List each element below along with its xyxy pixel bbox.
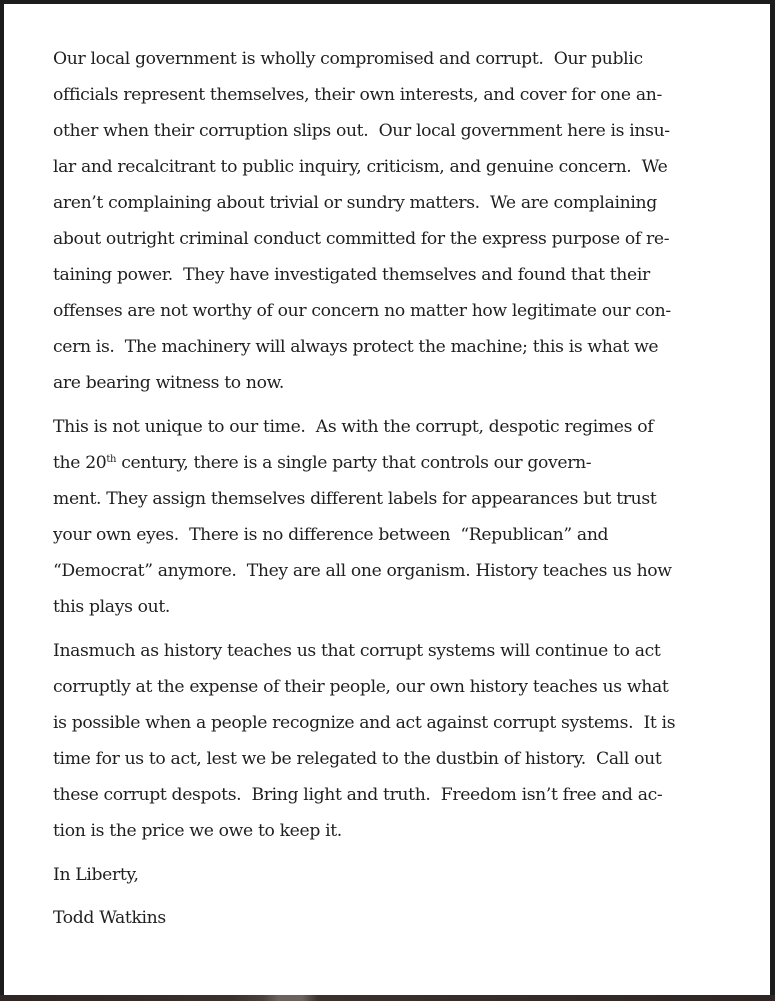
text-line: cern is. The machinery will always protect the machine; this is what we bbox=[53, 337, 659, 357]
text-line bbox=[53, 452, 591, 474]
text-line: aren’t complaining about trivial or sundry matters. We are complaining bbox=[53, 193, 657, 213]
text-line: this plays out. bbox=[53, 597, 171, 617]
text-line: your own eyes. There is no difference between “Republican” and bbox=[53, 525, 609, 545]
text-line: “Democrat” anymore. They are all one organism. History teaches us how bbox=[53, 561, 672, 581]
text-line: are bearing witness to now. bbox=[53, 373, 285, 393]
text-line: Inasmuch as history teaches us that corrupt systems will continue to act bbox=[53, 641, 661, 661]
text-line: taining power. They have investigated themselves and found that their bbox=[53, 265, 650, 285]
closing-salutation: In Liberty, bbox=[53, 865, 139, 885]
text-line: lar and recalcitrant to public inquiry, criticism, and genuine concern. We bbox=[53, 157, 668, 177]
text-line: about outright criminal conduct committed for the express purpose of re- bbox=[53, 229, 670, 249]
letter-page bbox=[4, 4, 770, 995]
signature: Todd Watkins bbox=[53, 908, 166, 928]
text-line: ment. They assign themselves different labels for appearances but trust bbox=[53, 489, 657, 509]
text-line: tion is the price we owe to keep it. bbox=[53, 821, 342, 841]
text-line: other when their corruption slips out. Our local government here is insu- bbox=[53, 121, 670, 141]
text-line: officials represent themselves, their own interests, and cover for one an- bbox=[53, 85, 662, 105]
text-segment: the 20 bbox=[53, 453, 107, 473]
text-line: is possible when a people recognize and act against corrupt systems. It is bbox=[53, 713, 676, 733]
ordinal-superscript: th bbox=[106, 454, 117, 465]
text-segment: century, there is a single party that controls our govern- bbox=[116, 453, 592, 473]
window-bottom-edge bbox=[0, 995, 775, 1001]
text-line: corruptly at the expense of their people, our own history teaches us what bbox=[53, 677, 669, 697]
text-line: offenses are not worthy of our concern no matter how legitimate our con- bbox=[53, 301, 671, 321]
text-line: time for us to act, lest we be relegated to the dustbin of history. Call out bbox=[53, 749, 662, 769]
text-line: This is not unique to our time. As with the corrupt, despotic regimes of bbox=[53, 417, 654, 437]
text-line: these corrupt despots. Bring light and truth. Freedom isn’t free and ac- bbox=[53, 785, 663, 805]
text-line: Our local government is wholly compromised and corrupt. Our public bbox=[53, 49, 643, 69]
